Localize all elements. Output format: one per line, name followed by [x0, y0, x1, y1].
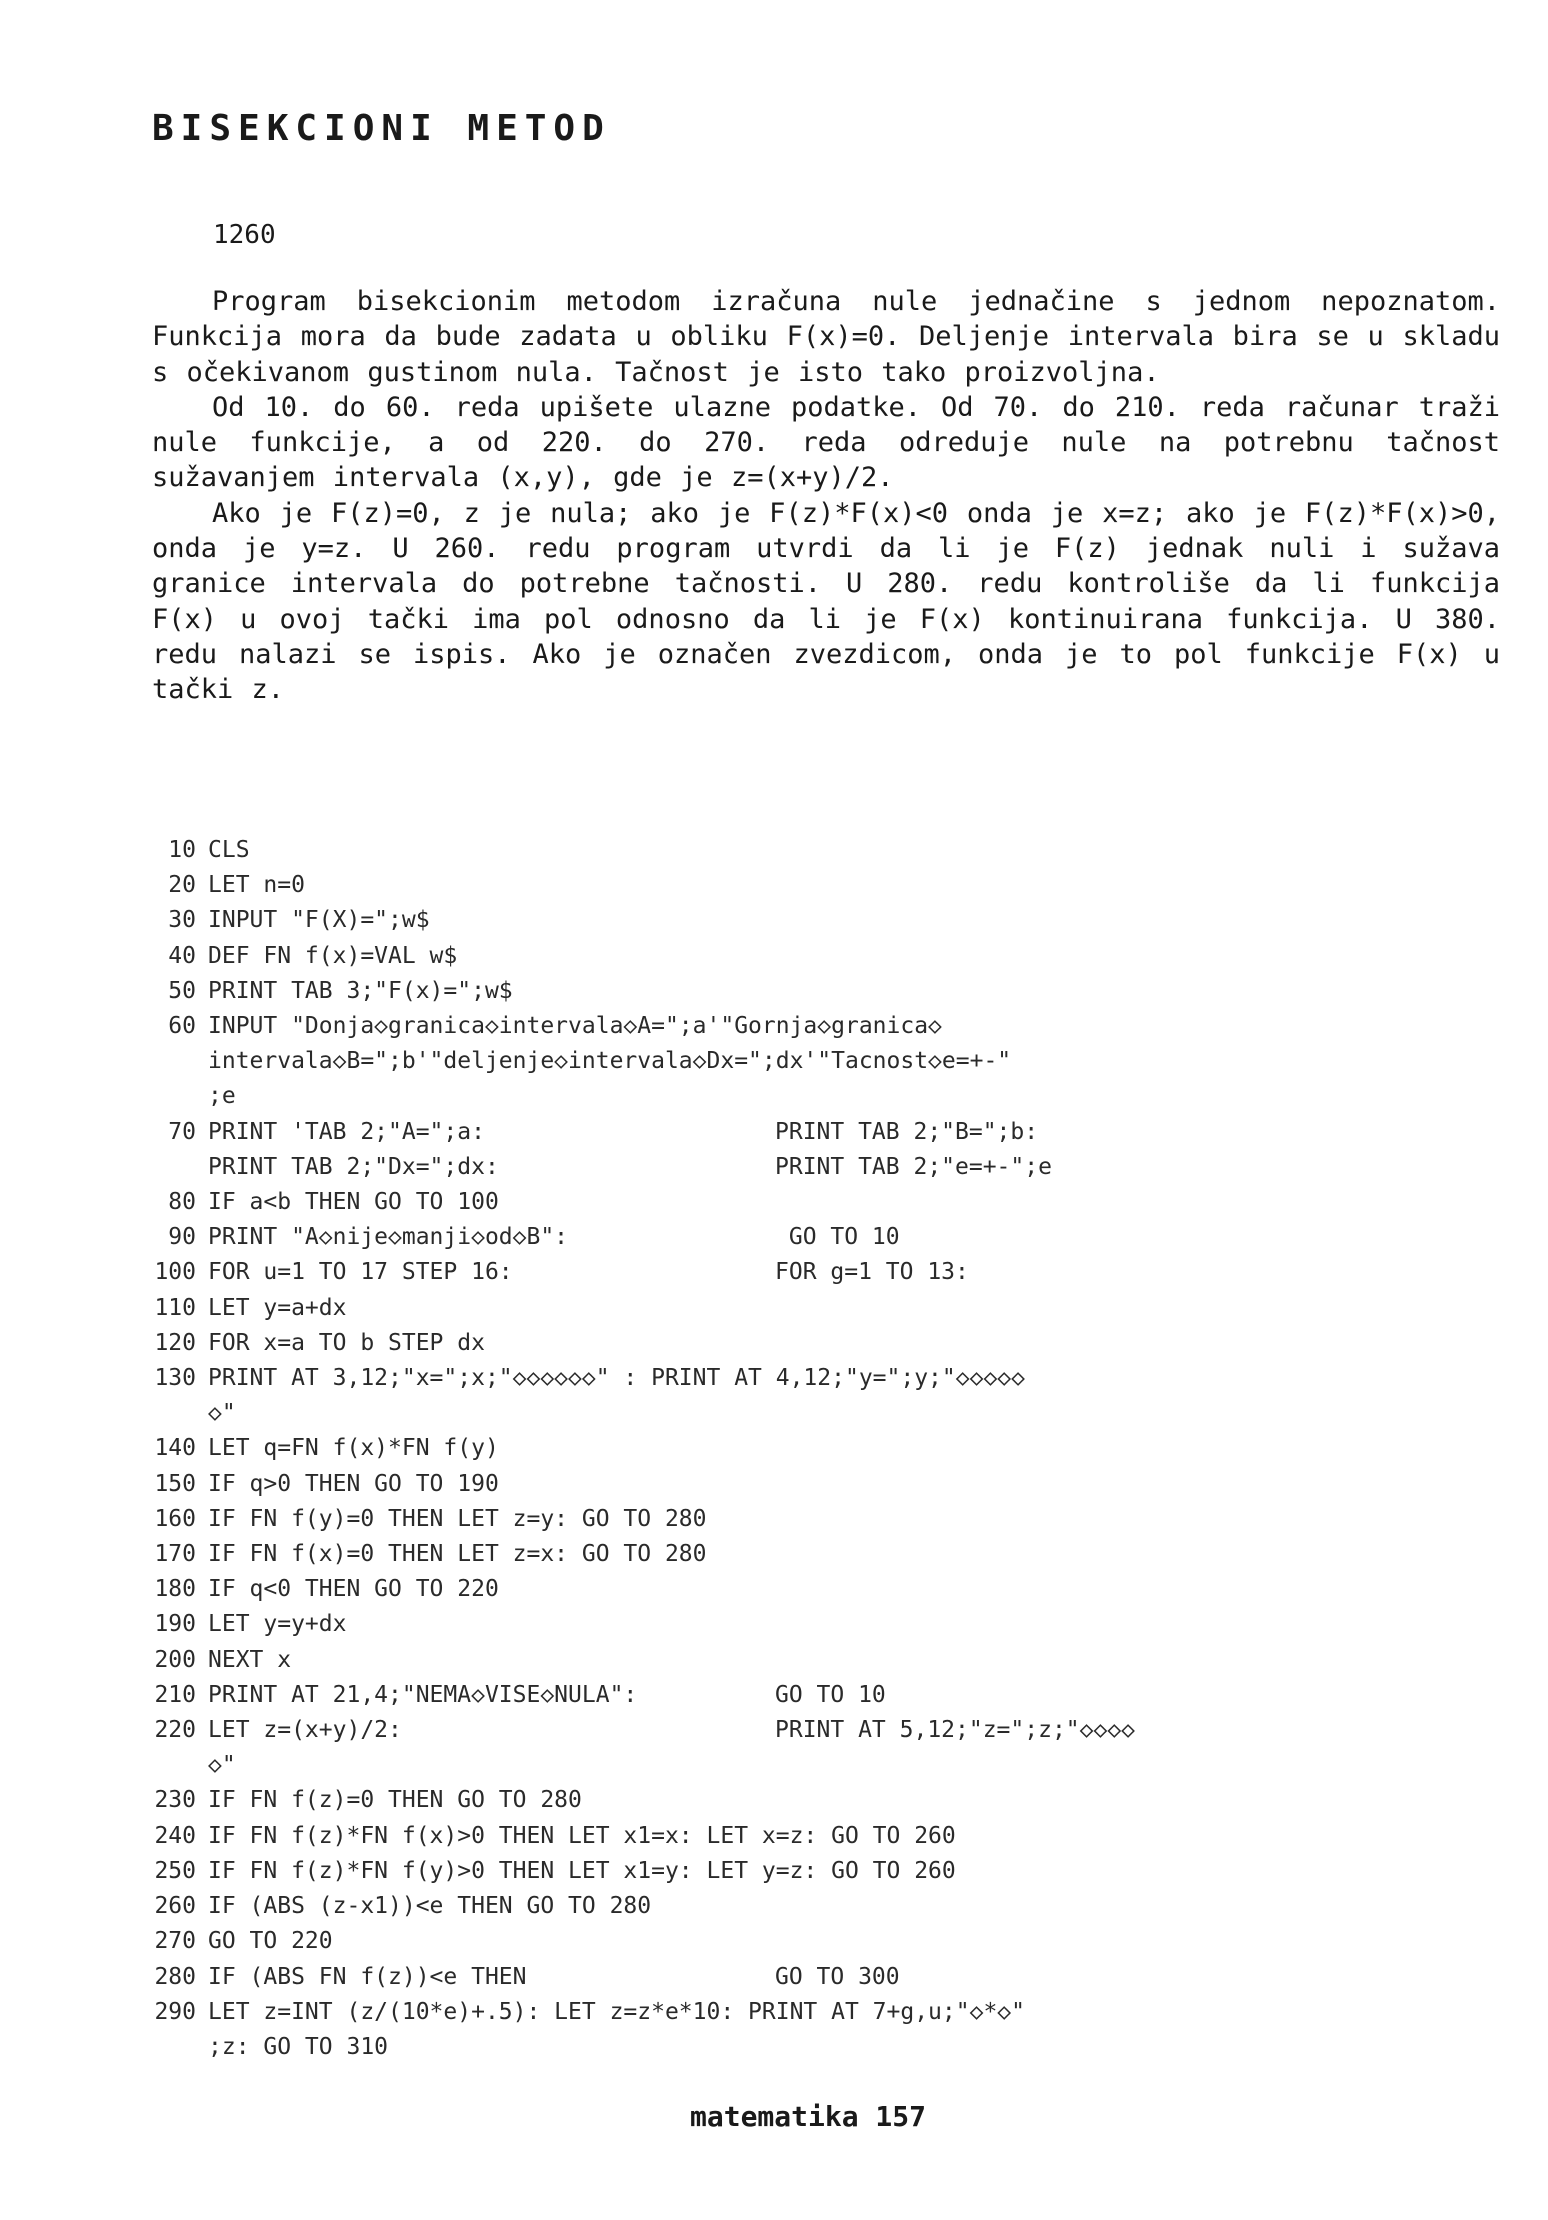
line-number: 10	[168, 837, 196, 863]
code-line	[0, 1185, 1400, 1220]
code-statement: FOR u=1 TO 17 STEP 16:	[208, 1259, 513, 1286]
line-number: 70	[168, 1118, 196, 1145]
code-line	[0, 1537, 1400, 1572]
code-line	[0, 1643, 1400, 1678]
line-number: 180	[154, 1576, 196, 1603]
paragraph-1: Program bisekcionim metodom izračuna nule jednačine s jednom nepoznatom. Funkcija mora da bude zadata u obliku F(x)=0. Deljenje intervala bira se u skladu s očekivanom gustinom nula. Tačnost je isto tako proizvoljna.	[152, 286, 1500, 388]
line-number: 30	[168, 907, 196, 934]
code-line	[0, 1044, 1400, 1079]
paragraph-3: Ako je F(z)=0, z je nula; ako je F(z)*F(x)<0 onda je x=z; ako je F(z)*F(x)>0, onda je y=z. U 260. redu program utvrdi da li je F(z) jednak nuli i sužava granice intervala do potrebne tačnosti. U 280. redu kontroliše da li funkcija F(x) u ovoj tački ima pol odnosno da li je F(x) kontinuirana funkcija. U 380. redu nalazi se ispis. Ako je označen zvezdicom, onda je to pol funkcije F(x) u tački z.	[152, 497, 1500, 706]
code-statement: LET n=0	[208, 872, 305, 899]
code-line	[0, 1572, 1400, 1607]
code-statement: INPUT "F(X)=";w$	[208, 907, 430, 934]
line-number	[0, 2030, 208, 2065]
line-number: 20	[168, 872, 196, 899]
line-number	[0, 1396, 208, 1431]
code-line	[0, 1255, 1400, 1290]
code-statement: IF a<b THEN GO TO 100	[208, 1189, 499, 1216]
line-number	[0, 1748, 208, 1783]
line-number: 290	[154, 1998, 196, 2025]
description-text	[152, 284, 1500, 708]
page-title: BISEKCIONI METOD	[152, 108, 611, 149]
code-line	[0, 1713, 1400, 1748]
program-number: 1260	[213, 220, 276, 250]
line-number: 210	[154, 1681, 196, 1708]
code-statement-continued: FOR g=1 TO 13:	[775, 1259, 969, 1286]
code-statement-continued: PRINT TAB 2;"e=+-";e	[775, 1153, 1052, 1180]
line-number: 250	[154, 1857, 196, 1884]
code-statement: ;e	[208, 1083, 236, 1110]
code-statement: IF FN f(x)=0 THEN LET z=x: GO TO 280	[208, 1541, 707, 1568]
code-statement-continued: GO TO 300	[775, 1963, 900, 1990]
code-statement: LET z=(x+y)/2:	[208, 1717, 402, 1744]
code-statement: PRINT AT 21,4;"NEMA◇VISE◇NULA":	[208, 1681, 638, 1708]
line-number: 40	[168, 942, 196, 969]
code-line	[0, 868, 1400, 903]
code-line	[0, 833, 1400, 868]
code-statement: PRINT AT 3,12;"x=";x;"◇◇◇◇◇◇" : PRINT AT 4,12;"y=";y;"◇◇◇◇◇	[208, 1365, 1025, 1392]
code-statement: PRINT "A◇nije◇manji◇od◇B":	[208, 1224, 569, 1251]
code-statement: FOR x=a TO b STEP dx	[208, 1329, 485, 1356]
code-statement: intervala◇B=";b'"deljenje◇intervala◇Dx=";dx'"Tacnost◇e=+-"	[208, 1048, 1012, 1075]
code-statement: LET q=FN f(x)*FN f(y)	[208, 1435, 499, 1462]
code-statement: IF q<0 THEN GO TO 220	[208, 1576, 499, 1603]
code-statement: ◇"	[208, 1752, 236, 1779]
code-statement: PRINT TAB 3;"F(x)=";w$	[208, 977, 513, 1004]
code-statement: LET y=y+dx	[208, 1611, 347, 1638]
code-statement: ◇"	[208, 1400, 236, 1427]
code-line	[0, 1150, 1400, 1185]
code-line	[0, 1291, 1400, 1326]
code-line	[0, 939, 1400, 974]
code-line	[0, 974, 1400, 1009]
code-line	[0, 903, 1400, 938]
line-number: 230	[154, 1787, 196, 1814]
code-statement: IF q>0 THEN GO TO 190	[208, 1470, 499, 1497]
code-line	[0, 2030, 1400, 2065]
basic-listing	[0, 833, 1400, 2065]
page-footer: matematika 157	[690, 2100, 927, 2133]
code-line	[0, 1431, 1400, 1466]
code-line	[0, 1889, 1400, 1924]
line-number: 140	[154, 1435, 196, 1462]
code-line	[0, 1854, 1400, 1889]
line-number: 160	[154, 1505, 196, 1532]
code-statement: LET z=INT (z/(10*e)+.5): LET z=z*e*10: PRINT AT 7+g,u;"◇*◇"	[208, 1998, 1025, 2025]
code-statement: IF (ABS (z-x1))<e THEN GO TO 280	[208, 1893, 652, 1920]
code-line	[0, 1819, 1400, 1854]
code-line	[0, 1220, 1400, 1255]
code-statement: IF FN f(z)=0 THEN GO TO 280	[208, 1787, 582, 1814]
code-line	[0, 1079, 1400, 1114]
code-line	[0, 1009, 1400, 1044]
code-line	[0, 1924, 1400, 1959]
code-statement: CLS	[208, 837, 250, 863]
code-statement-continued: PRINT TAB 2;"B=";b:	[775, 1118, 1039, 1145]
code-line	[0, 1396, 1400, 1431]
code-line	[0, 1960, 1400, 1995]
code-line	[0, 1783, 1400, 1818]
line-number: 220	[154, 1717, 196, 1744]
line-number: 200	[154, 1646, 196, 1673]
code-statement-continued: PRINT AT 5,12;"z=";z;"◇◇◇◇	[775, 1717, 1136, 1744]
line-number: 90	[168, 1224, 196, 1251]
code-statement: IF FN f(y)=0 THEN LET z=y: GO TO 280	[208, 1505, 707, 1532]
code-statement: IF FN f(z)*FN f(y)>0 THEN LET x1=y: LET y=z: GO TO 260	[208, 1857, 956, 1884]
code-line	[0, 1361, 1400, 1396]
line-number	[0, 1044, 208, 1079]
line-number: 280	[154, 1963, 196, 1990]
code-line	[0, 1607, 1400, 1642]
line-number: 240	[154, 1822, 196, 1849]
line-number: 120	[154, 1329, 196, 1356]
line-number	[0, 1150, 208, 1185]
code-statement: PRINT TAB 2;"Dx=";dx:	[208, 1153, 499, 1180]
code-statement: LET y=a+dx	[208, 1294, 347, 1321]
line-number: 150	[154, 1470, 196, 1497]
code-statement: IF FN f(z)*FN f(x)>0 THEN LET x1=x: LET x=z: GO TO 260	[208, 1822, 956, 1849]
code-line	[0, 1502, 1400, 1537]
line-number: 100	[154, 1259, 196, 1286]
line-number	[0, 1079, 208, 1114]
code-statement: NEXT x	[208, 1646, 292, 1673]
code-statement: INPUT "Donja◇granica◇intervala◇A=";a'"Gornja◇granica◇	[208, 1013, 942, 1040]
code-statement: ;z: GO TO 310	[208, 2033, 389, 2060]
code-line	[0, 1115, 1400, 1150]
code-statement: DEF FN f(x)=VAL w$	[208, 942, 458, 969]
code-statement: PRINT 'TAB 2;"A=";a:	[208, 1118, 485, 1145]
code-line	[0, 1995, 1400, 2030]
code-line	[0, 1326, 1400, 1361]
code-line	[0, 1748, 1400, 1783]
code-statement-continued: GO TO 10	[775, 1681, 886, 1708]
line-number: 190	[154, 1611, 196, 1638]
paragraph-2: Od 10. do 60. reda upišete ulazne podatke. Od 70. do 210. reda računar traži nule funkcije, a od 220. do 270. reda odreduje nule na potrebnu tačnost sužavanjem intervala (x,y), gde je z=(x+y)/2.	[152, 391, 1500, 494]
line-number: 170	[154, 1541, 196, 1568]
line-number: 60	[168, 1013, 196, 1040]
code-line	[0, 1467, 1400, 1502]
line-number: 80	[168, 1189, 196, 1216]
code-statement-continued: GO TO 10	[775, 1224, 900, 1251]
code-statement: GO TO 220	[208, 1928, 333, 1955]
line-number: 50	[168, 977, 196, 1004]
line-number: 260	[154, 1893, 196, 1920]
line-number: 270	[154, 1928, 196, 1955]
line-number: 130	[154, 1365, 196, 1392]
code-line	[0, 1678, 1400, 1713]
line-number: 110	[154, 1294, 196, 1321]
code-statement: IF (ABS FN f(z))<e THEN	[208, 1963, 527, 1990]
